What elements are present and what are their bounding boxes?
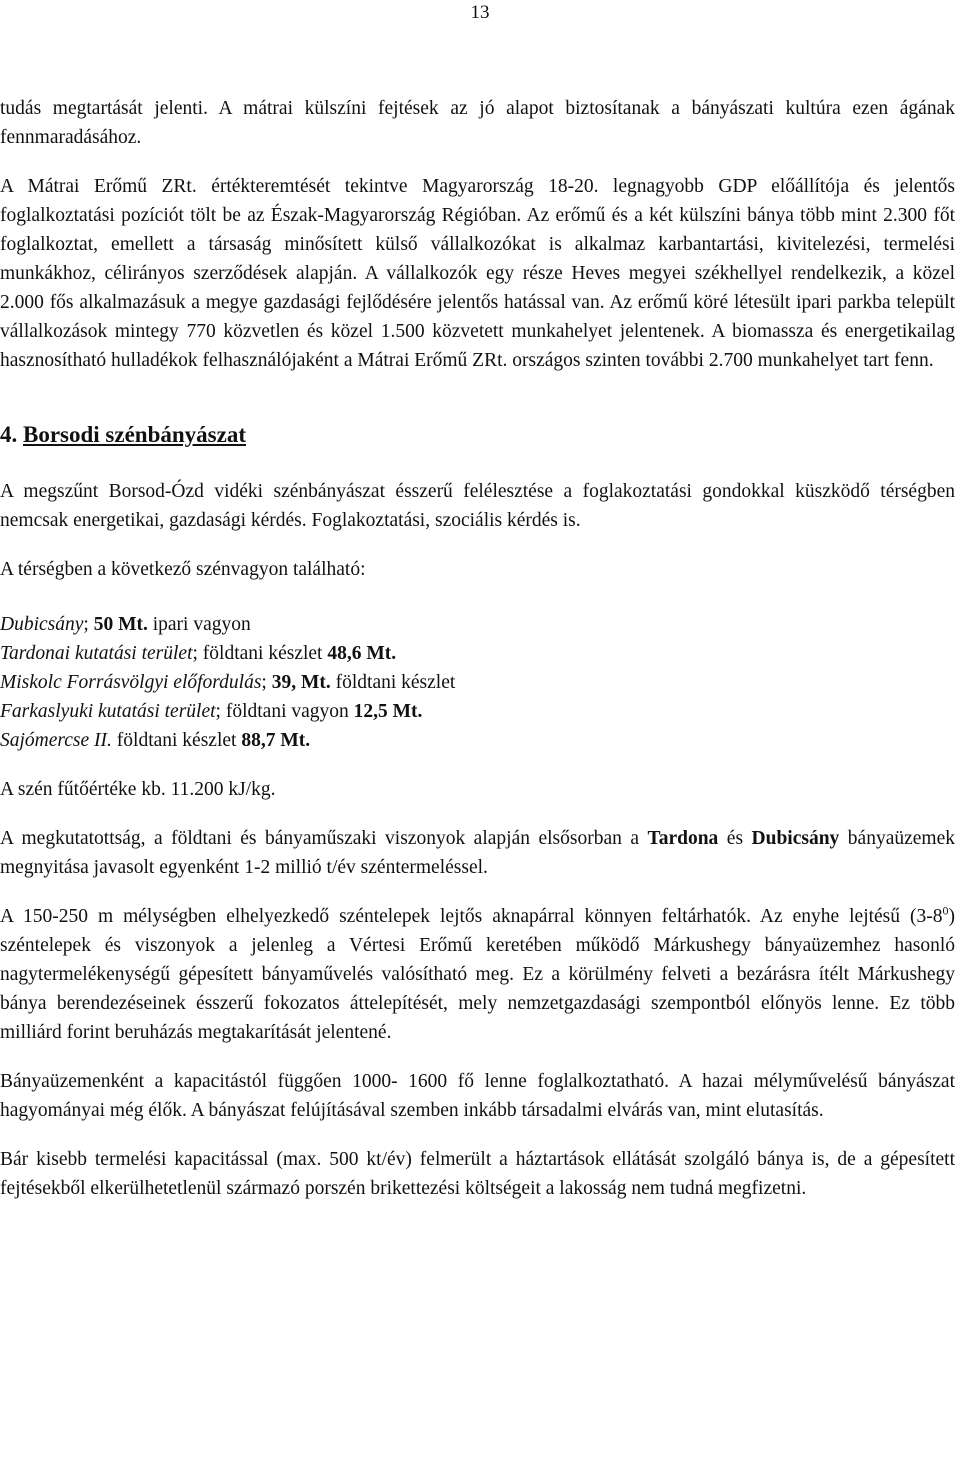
mines-text-c: és <box>718 828 752 849</box>
reserves-list <box>0 610 955 755</box>
page-number: 13 <box>470 2 490 23</box>
intro-paragraph-1: tudás megtartását jelenti. A mátrai külszíni fejtések az jó alapot biztosítanak a bányászati kultúra ezen ágának fennmaradásához. <box>0 98 955 148</box>
depth-text-a: A 150-250 m mélységben elhelyezkedő széntelepek lejtős aknapárral könnyen feltárhatók. Az enyhe lejtésű (3-8 <box>0 906 943 927</box>
reserve-amount: 50 Mt. <box>93 614 148 635</box>
reserve-description: földtani vagyon <box>225 701 354 722</box>
small-mine-paragraph: Bár kisebb termelési kapacitással (max. 500 kt/év) felmerült a háztartások ellátását szolgáló bánya is, de a gépesített fejtésekből elkerülhetetlenül származó porszén brikettezési költségeit a lakosság nem tudná megfizetni. <box>0 1149 955 1199</box>
reserve-description: ipari vagyon <box>147 614 251 635</box>
body-paragraph-1: A megszűnt Borsod-Ózd vidéki szénbányászat ésszerű felélesztése a foglakoztatási gondokkal küszködő térségben nemcsak energetikai, gazdasági kérdés. Foglakoztatási, szociális kérdés is. <box>0 481 955 531</box>
jobs-paragraph: Bányaüzemenként a kapacitástól függően 1000- 1600 fő lenne foglalkoztatható. A hazai mélyművelésű bányászat hagyományai még élők. A bányászat felújításával szemben inkább társadalmi elvárás van, mint elutasítás. <box>0 1071 955 1121</box>
reserve-place: Dubicsány <box>0 614 84 635</box>
degree-superscript: 0 <box>942 903 949 918</box>
reserve-separator: ; <box>192 643 203 664</box>
reserve-place: Tardonai kutatási terület <box>0 643 193 664</box>
reserve-place: Farkaslyuki kutatási terület <box>0 701 216 722</box>
reserve-description: földtani készlet <box>116 730 242 751</box>
depth-text-b: ) széntelepek és viszonyok a jelenleg a Vértesi Erőmű keretében működő Márkushegy bányaüzemhez hasonló nagytermelékenységű gépesített bányaművelés valósítható meg. Ez a körülmény felveti a bezárásra ítélt Márkushegy bánya berendezéseinek ésszerű fokozatos áttelepítését, mely nemzetgazdasági szempontból előnyös lenne. Ez több milliárd forint beruházás megtakarítását jelentené. <box>0 906 955 1043</box>
reserve-item <box>0 639 955 668</box>
section-title: Borsodi szénbányászat <box>23 422 246 447</box>
body-paragraph-2: A térségben a következő szénvagyon található: <box>0 559 366 580</box>
section-number: 4. <box>0 422 18 447</box>
reserve-separator: ; <box>83 614 94 635</box>
reserve-place: Sajómercse II. <box>0 730 112 751</box>
reserve-amount: 39, Mt. <box>271 672 331 693</box>
mines-text-a: A megkutatottság, a földtani és bányaműszaki viszonyok alapján elsősorban a <box>0 828 648 849</box>
heat-value: A szén fűtőértéke kb. 11.200 kJ/kg. <box>0 779 276 800</box>
document-body <box>0 94 955 1203</box>
reserve-description: földtani készlet <box>330 672 456 693</box>
mine-name-tardona: Tardona <box>647 828 719 849</box>
mines-text-e: bányaüzemek megnyitása javasolt egyenként 1-2 millió t/év széntermeléssel. <box>0 828 955 878</box>
section-heading <box>0 419 955 451</box>
reserve-separator: ; <box>261 672 272 693</box>
reserve-item <box>0 726 955 755</box>
intro-paragraph-2: A Mátrai Erőmű ZRt. értékteremtését tekintve Magyarország 18-20. legnagyobb GDP előállítója és jelentős foglalkoztatási pozíciót tölt be az Észak-Magyarország Régióban. Az erőmű és a két külszíni bánya több mint 2.300 főt foglalkoztat, emellett a társaság minősített külső vállalkozókat is alkalmaz karbantartási, kivitelezési, termelési munkákhoz, célirányos szerződések alapján. A vállalkozók egy része Heves megyei székhellyel rendelkezik, a közel 2.000 fős alkalmazásuk a megye gazdasági fejlődésére jelentős hatással van. Az erőmű köré létesült ipari parkba települt vállalkozások mintegy 770 közvetlen és közel 1.500 közvetett munkahelyet jelentenek. A biomassza és energetikailag hasznosítható hulladékok felhasználójaként a Mátrai Erőmű ZRt. országos szinten további 2.700 munkahelyet tart fenn. <box>0 176 955 371</box>
mine-name-dubicsany: Dubicsány <box>751 828 840 849</box>
reserve-item <box>0 668 955 697</box>
reserve-amount: 48,6 Mt. <box>327 643 397 664</box>
reserve-description: földtani készlet <box>202 643 328 664</box>
reserve-item <box>0 697 955 726</box>
depth-paragraph <box>0 902 955 1047</box>
reserve-place: Miskolc Forrásvölgyi előfordulás <box>0 672 262 693</box>
mines-paragraph <box>0 824 955 882</box>
reserve-amount: 88,7 Mt. <box>241 730 311 751</box>
reserve-separator: ; <box>215 701 226 722</box>
reserve-item <box>0 610 955 639</box>
reserve-amount: 12,5 Mt. <box>353 701 423 722</box>
